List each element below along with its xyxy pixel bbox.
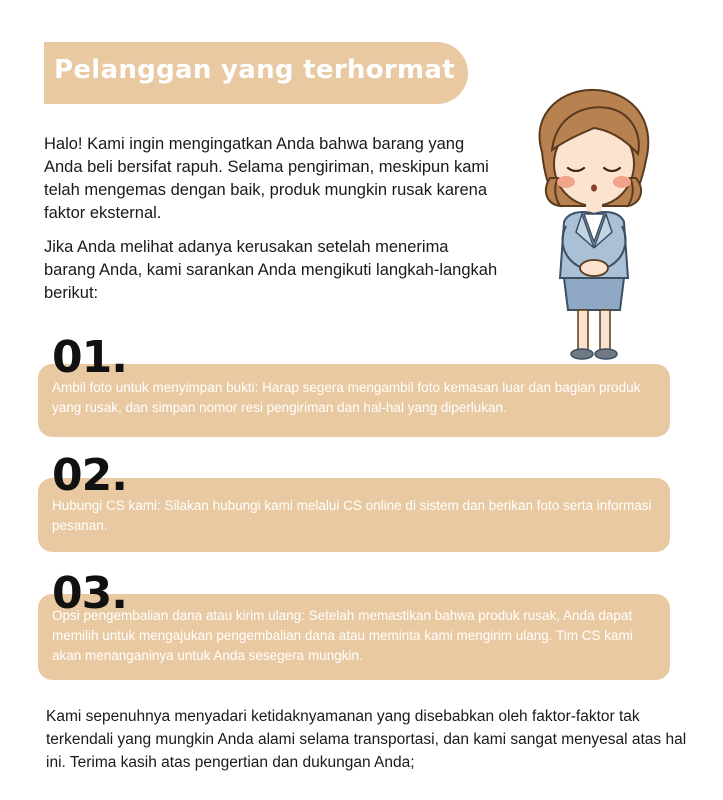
step-card-2 — [38, 478, 670, 552]
bowing-staff-illustration — [524, 82, 664, 364]
step-2-number: 02. — [52, 450, 127, 501]
title-banner — [44, 42, 468, 104]
step-card-3 — [38, 594, 670, 680]
intro-paragraph-1: Halo! Kami ingin mengingatkan Anda bahwa barang yang Anda beli bersifat rapuh. Selama pengiriman, meskipun kami telah mengemas dengan baik, produk mungkin rusak karena faktor eksternal. — [44, 135, 489, 222]
step-card-1 — [38, 364, 670, 437]
step-1-number: 01. — [52, 332, 127, 383]
step-3-text: Opsi pengembalian dana atau kirim ulang: Setelah memastikan bahwa produk rusak, Anda dapat memilih untuk mengajukan pengembalian dana atau meminta kami mengirim ulang. Tim CS kami akan menanganinya untuk Anda sesegera mungkin. — [52, 608, 633, 663]
step-3-number: 03. — [52, 568, 127, 619]
step-1-text: Ambil foto untuk menyimpan bukti: Harap segera mengambil foto kemasan luar dan bagian produk yang rusak, dan simpan nomor resi pengiriman dan hal-hal yang diperlukan. — [52, 380, 641, 415]
intro-paragraph-2: Jika Anda melihat adanya kerusakan setelah menerima barang Anda, kami sarankan Anda mengikuti langkah-langkah berikut: — [44, 238, 498, 302]
step-2-text: Hubungi CS kami: Silakan hubungi kami melalui CS online di sistem dan berikan foto serta informasi pesanan. — [52, 498, 652, 533]
page-title: Pelanggan yang terhormat — [54, 55, 455, 85]
closing-paragraph: Kami sepenuhnya menyadari ketidaknyamanan yang disebabkan oleh faktor-faktor tak terkendali yang mungkin Anda alami selama transportasi, dan kami sangat menyesal atas hal ini. Terima kasih atas pengertian dan dukungan Anda; — [46, 708, 687, 771]
